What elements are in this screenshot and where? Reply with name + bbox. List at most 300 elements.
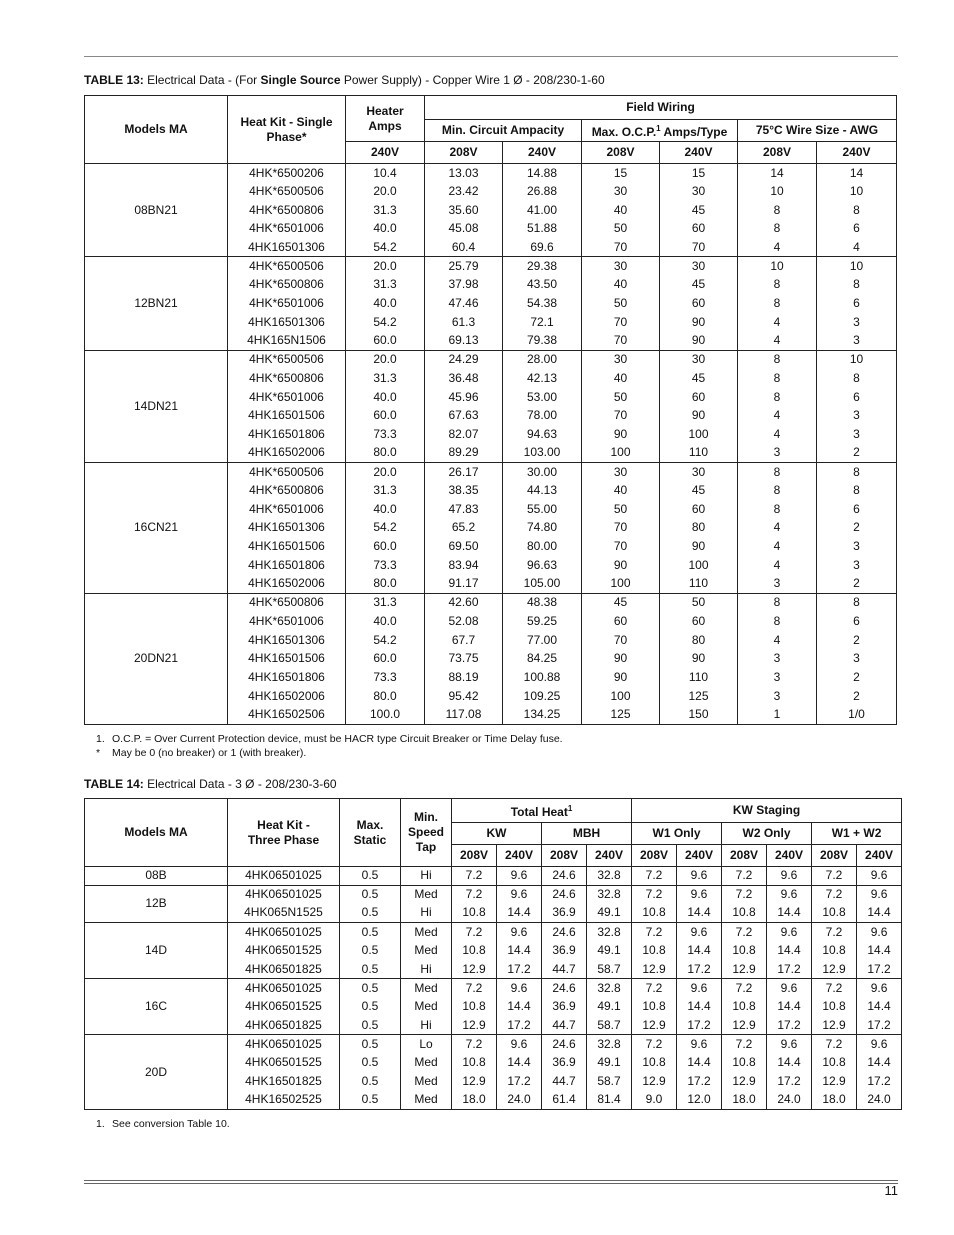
table-cell: 38.35 xyxy=(425,481,503,500)
model-cell: 16C xyxy=(85,979,228,1035)
table-cell: 45 xyxy=(660,481,738,500)
table-cell: 44.7 xyxy=(542,960,587,979)
table-cell: 4HK06501025 xyxy=(228,885,340,904)
table-row xyxy=(85,923,902,942)
table-cell: 14.4 xyxy=(497,904,542,923)
model-cell: 20D xyxy=(85,1035,228,1110)
table-cell: 14.4 xyxy=(857,904,902,923)
table-cell: 4HK16502525 xyxy=(228,1091,340,1110)
table-cell: Hi xyxy=(401,960,452,979)
table-row xyxy=(85,979,902,998)
table-cell: 8 xyxy=(738,369,817,388)
table-cell: 36.9 xyxy=(542,941,587,960)
table-cell: 47.46 xyxy=(425,294,503,313)
table-cell: 18.0 xyxy=(722,1091,767,1110)
table-cell: 9.6 xyxy=(497,867,542,886)
table-cell: 7.2 xyxy=(722,867,767,886)
table-cell: 36.9 xyxy=(542,904,587,923)
table-cell: 4HK06501525 xyxy=(228,1053,340,1072)
table-cell: 80.00 xyxy=(503,537,582,556)
table13-note-2: * May be 0 (no breaker) or 1 (with breaker). xyxy=(96,747,307,759)
table-cell: 17.2 xyxy=(767,1016,812,1035)
table-cell: Med xyxy=(401,979,452,998)
table-row xyxy=(85,867,902,886)
table-cell: 4 xyxy=(738,537,817,556)
table-cell: 4HK16501806 xyxy=(228,425,346,444)
table-cell: 51.88 xyxy=(503,220,582,239)
model-cell: 16CN21 xyxy=(85,463,228,594)
header-mca: Min. Circuit Ampacity xyxy=(425,120,582,142)
table-cell: 8 xyxy=(738,593,817,612)
table-cell: 50 xyxy=(582,294,660,313)
table-cell: 31.3 xyxy=(346,276,425,295)
table-cell: 0.5 xyxy=(340,923,401,942)
table-cell: 41.00 xyxy=(503,201,582,220)
table-cell: 3 xyxy=(738,575,817,594)
table-cell: 20.0 xyxy=(346,257,425,276)
header-volt: 208V xyxy=(738,142,817,164)
table-cell: 8 xyxy=(738,350,817,369)
header-heat-kit: Heat Kit - Single Phase* xyxy=(228,96,346,164)
table-cell: 4HK*6500506 xyxy=(228,463,346,482)
header-kw-staging: KW Staging xyxy=(632,799,902,823)
table-cell: 17.2 xyxy=(857,1072,902,1091)
table-cell: 44.13 xyxy=(503,481,582,500)
table-cell: 45 xyxy=(582,593,660,612)
table-cell: 50 xyxy=(582,500,660,519)
table-cell: 0.5 xyxy=(340,1053,401,1072)
table-cell: 7.2 xyxy=(452,885,497,904)
table-cell: 60 xyxy=(660,500,738,519)
table-cell: 70 xyxy=(660,238,738,257)
table-cell: Hi xyxy=(401,867,452,886)
table-cell: 12.9 xyxy=(632,1016,677,1035)
table-cell: 30 xyxy=(582,463,660,482)
table-cell: 60.4 xyxy=(425,238,503,257)
table-cell: 2 xyxy=(817,631,897,650)
table-cell: 80 xyxy=(660,519,738,538)
table-cell: 4 xyxy=(738,425,817,444)
table-cell: 73.75 xyxy=(425,649,503,668)
table-cell: 40.0 xyxy=(346,612,425,631)
table-cell: 10 xyxy=(817,257,897,276)
table-cell: 4HK*6500806 xyxy=(228,276,346,295)
table-cell: 1/0 xyxy=(817,705,897,724)
table-cell: 9.6 xyxy=(497,885,542,904)
header-volt: 240V xyxy=(857,845,902,867)
table-cell: 70 xyxy=(582,537,660,556)
model-cell: 14DN21 xyxy=(85,350,228,462)
header-models: Models MA xyxy=(85,799,228,867)
table-cell: 90 xyxy=(660,537,738,556)
table-cell: 12.0 xyxy=(677,1091,722,1110)
table-cell: 65.2 xyxy=(425,519,503,538)
table-cell: 110 xyxy=(660,575,738,594)
table-cell: 32.8 xyxy=(587,923,632,942)
table-cell: 10.8 xyxy=(812,1053,857,1072)
table-cell: 49.1 xyxy=(587,904,632,923)
table-cell: 10.8 xyxy=(452,997,497,1016)
table-cell: 8 xyxy=(817,201,897,220)
table-cell: 105.00 xyxy=(503,575,582,594)
table-cell: 4HK06501825 xyxy=(228,1016,340,1035)
table-cell: 7.2 xyxy=(632,885,677,904)
table-cell: 31.3 xyxy=(346,481,425,500)
table-cell: 8 xyxy=(738,201,817,220)
table-cell: 100.0 xyxy=(346,705,425,724)
table-cell: 4 xyxy=(738,238,817,257)
table-cell: 0.5 xyxy=(340,867,401,886)
table-cell: 4HK16501806 xyxy=(228,668,346,687)
table-cell: 4HK*6500506 xyxy=(228,350,346,369)
table14-body xyxy=(85,867,902,1110)
table-cell: 45 xyxy=(660,369,738,388)
table-cell: 2 xyxy=(817,519,897,538)
table-cell: 109.25 xyxy=(503,687,582,706)
table-cell: 10.8 xyxy=(812,904,857,923)
table-cell: 8 xyxy=(738,388,817,407)
table-cell: 8 xyxy=(817,369,897,388)
table-cell: 14 xyxy=(738,164,817,183)
table-cell: 7.2 xyxy=(452,923,497,942)
table-cell: 6 xyxy=(817,220,897,239)
table-cell: 25.79 xyxy=(425,257,503,276)
table-cell: 60 xyxy=(660,612,738,631)
table-cell: 80.0 xyxy=(346,687,425,706)
table-cell: Med xyxy=(401,885,452,904)
table-cell: 78.00 xyxy=(503,406,582,425)
table-cell: 43.50 xyxy=(503,276,582,295)
table-cell: 3 xyxy=(817,649,897,668)
table-cell: 117.08 xyxy=(425,705,503,724)
table-cell: 4HK06501025 xyxy=(228,923,340,942)
table-cell: 7.2 xyxy=(812,885,857,904)
table13-note-1: 1. O.C.P. = Over Current Protection device, must be HACR type Circuit Breaker or Time Delay fuse. xyxy=(96,733,563,745)
table14 xyxy=(84,798,902,1110)
table-cell: 4HK*6500806 xyxy=(228,593,346,612)
table-cell: 45 xyxy=(660,276,738,295)
table-cell: 40.0 xyxy=(346,388,425,407)
header-w1-w2: W1 + W2 xyxy=(812,823,902,845)
table-cell: 60.0 xyxy=(346,332,425,351)
header-max-static: Max. Static xyxy=(340,799,401,867)
table-cell: 31.3 xyxy=(346,369,425,388)
table-cell: 12.9 xyxy=(722,960,767,979)
table-cell: 4HK*6500506 xyxy=(228,182,346,201)
table-cell: 77.00 xyxy=(503,631,582,650)
table-cell: 32.8 xyxy=(587,979,632,998)
table-cell: 94.63 xyxy=(503,425,582,444)
table-cell: 90 xyxy=(660,332,738,351)
table-cell: 95.42 xyxy=(425,687,503,706)
table-cell: 54.2 xyxy=(346,238,425,257)
table-cell: 61.3 xyxy=(425,313,503,332)
table-cell: 9.6 xyxy=(857,867,902,886)
table-cell: 7.2 xyxy=(452,979,497,998)
table-cell: 10.8 xyxy=(722,997,767,1016)
table-cell: 30 xyxy=(660,463,738,482)
table-cell: 54.2 xyxy=(346,631,425,650)
table-cell: 90 xyxy=(582,668,660,687)
table-cell: 24.29 xyxy=(425,350,503,369)
header-wire-size: 75°C Wire Size - AWG xyxy=(738,120,897,142)
table-cell: 4HK06501025 xyxy=(228,1035,340,1054)
header-kw: KW xyxy=(452,823,542,845)
table-cell: 4 xyxy=(738,313,817,332)
table-cell: 10.8 xyxy=(812,941,857,960)
table-cell: 0.5 xyxy=(340,885,401,904)
table-cell: 7.2 xyxy=(722,1035,767,1054)
table-cell: 2 xyxy=(817,668,897,687)
table-cell: 12.9 xyxy=(452,960,497,979)
table-cell: 4HK16501306 xyxy=(228,631,346,650)
table-cell: 14.4 xyxy=(857,941,902,960)
model-cell: 08BN21 xyxy=(85,164,228,257)
table-cell: 90 xyxy=(582,649,660,668)
table-cell: 67.7 xyxy=(425,631,503,650)
table-cell: 4 xyxy=(738,631,817,650)
table-cell: 8 xyxy=(738,481,817,500)
table-cell: 24.0 xyxy=(497,1091,542,1110)
table-cell: 73.3 xyxy=(346,425,425,444)
table-cell: 7.2 xyxy=(812,1035,857,1054)
table-cell: 84.25 xyxy=(503,649,582,668)
header-models: Models MA xyxy=(85,96,228,164)
table-cell: 14 xyxy=(817,164,897,183)
table-cell: 17.2 xyxy=(497,1016,542,1035)
table-cell: 42.13 xyxy=(503,369,582,388)
table-cell: 4HK16502006 xyxy=(228,575,346,594)
table-cell: 70 xyxy=(582,238,660,257)
table-cell: 10.8 xyxy=(722,941,767,960)
table-cell: 3 xyxy=(817,332,897,351)
table-cell: 80.0 xyxy=(346,575,425,594)
table-cell: 4HK16501806 xyxy=(228,556,346,575)
table-cell: 3 xyxy=(817,537,897,556)
table-row xyxy=(85,257,897,276)
table-cell: 17.2 xyxy=(497,960,542,979)
table-cell: 3 xyxy=(738,668,817,687)
table-cell: 134.25 xyxy=(503,705,582,724)
table-cell: 3 xyxy=(817,556,897,575)
table-cell: 0.5 xyxy=(340,1091,401,1110)
table-cell: 9.6 xyxy=(767,979,812,998)
table-cell: 8 xyxy=(817,481,897,500)
table-cell: 100 xyxy=(582,575,660,594)
table-cell: 10.8 xyxy=(722,1053,767,1072)
table-cell: 14.4 xyxy=(857,1053,902,1072)
table-cell: 10.8 xyxy=(452,904,497,923)
table-cell: 3 xyxy=(738,649,817,668)
table-cell: 9.6 xyxy=(767,1035,812,1054)
table-cell: 3 xyxy=(817,406,897,425)
table-cell: 36.9 xyxy=(542,1053,587,1072)
table-cell: 8 xyxy=(738,276,817,295)
table-cell: 10.8 xyxy=(812,997,857,1016)
table-cell: 30.00 xyxy=(503,463,582,482)
table-cell: 60 xyxy=(660,220,738,239)
page-number: 11 xyxy=(884,1183,898,1198)
table-cell: 103.00 xyxy=(503,444,582,463)
table-cell: 6 xyxy=(817,388,897,407)
table-cell: 10 xyxy=(738,257,817,276)
table-cell: 17.2 xyxy=(857,960,902,979)
table-cell: 40 xyxy=(582,201,660,220)
table-cell: 44.7 xyxy=(542,1016,587,1035)
header-volt: 208V xyxy=(632,845,677,867)
table-cell: 40.0 xyxy=(346,294,425,313)
table-cell: Hi xyxy=(401,904,452,923)
table-cell: 9.6 xyxy=(767,885,812,904)
table14-caption-label: TABLE 14: xyxy=(84,777,144,791)
header-field-wiring: Field Wiring xyxy=(425,96,897,120)
table-cell: 4HK*6500806 xyxy=(228,201,346,220)
table-cell: 30 xyxy=(660,257,738,276)
table-cell: 4HK16501306 xyxy=(228,519,346,538)
table-cell: 10 xyxy=(817,182,897,201)
table-cell: 60 xyxy=(660,294,738,313)
table-cell: 26.17 xyxy=(425,463,503,482)
table13-body xyxy=(85,164,897,725)
table-cell: 36.48 xyxy=(425,369,503,388)
table-cell: 54.2 xyxy=(346,313,425,332)
table-cell: 58.7 xyxy=(587,1072,632,1091)
table-cell: 8 xyxy=(738,463,817,482)
table-cell: 10 xyxy=(817,350,897,369)
table-cell: 91.17 xyxy=(425,575,503,594)
header-ocp: Max. O.C.P.$^1$ Amps/Type xyxy=(582,120,738,142)
table-cell: 37.98 xyxy=(425,276,503,295)
table-cell: 4HK*6500206 xyxy=(228,164,346,183)
table-cell: 70 xyxy=(582,519,660,538)
table-cell: Med xyxy=(401,1053,452,1072)
table-cell: 7.2 xyxy=(632,979,677,998)
table-cell: 14.4 xyxy=(497,941,542,960)
header-volt: 240V xyxy=(660,142,738,164)
table-cell: 14.4 xyxy=(767,941,812,960)
table-cell: 14.4 xyxy=(677,1053,722,1072)
table-cell: 4HK06501825 xyxy=(228,960,340,979)
table-cell: 7.2 xyxy=(722,885,767,904)
table-cell: 83.94 xyxy=(425,556,503,575)
table-cell: 14.4 xyxy=(497,997,542,1016)
table-cell: 4HK06501025 xyxy=(228,867,340,886)
table-cell: 45.96 xyxy=(425,388,503,407)
table-cell: 10.8 xyxy=(632,997,677,1016)
table-cell: 4 xyxy=(738,332,817,351)
table-cell: 14.4 xyxy=(677,941,722,960)
table-cell: 125 xyxy=(660,687,738,706)
table-cell: Med xyxy=(401,1072,452,1091)
table-cell: 90 xyxy=(660,649,738,668)
header-volt: 208V xyxy=(812,845,857,867)
table-cell: 36.9 xyxy=(542,997,587,1016)
header-volt: 240V xyxy=(817,142,897,164)
table-cell: 50 xyxy=(582,220,660,239)
table-cell: 45.08 xyxy=(425,220,503,239)
table-cell: 4HK16502006 xyxy=(228,687,346,706)
header-volt: 208V xyxy=(452,845,497,867)
table-cell: 90 xyxy=(582,425,660,444)
table-cell: 0.5 xyxy=(340,979,401,998)
model-cell: 14D xyxy=(85,923,228,979)
table-row xyxy=(85,885,902,904)
table-cell: 10.4 xyxy=(346,164,425,183)
table-cell: 3 xyxy=(817,425,897,444)
table-cell: 15 xyxy=(582,164,660,183)
table-cell: 17.2 xyxy=(677,1072,722,1091)
table-cell: 42.60 xyxy=(425,593,503,612)
table-cell: 23.42 xyxy=(425,182,503,201)
header-w1-only: W1 Only xyxy=(632,823,722,845)
table-cell: 67.63 xyxy=(425,406,503,425)
table-cell: 40 xyxy=(582,369,660,388)
table-cell: 70 xyxy=(582,332,660,351)
table-cell: 12.9 xyxy=(722,1072,767,1091)
table-cell: 110 xyxy=(660,444,738,463)
table-cell: 18.0 xyxy=(452,1091,497,1110)
table-cell: 60.0 xyxy=(346,406,425,425)
table-cell: 18.0 xyxy=(812,1091,857,1110)
table-cell: 12.9 xyxy=(722,1016,767,1035)
table-cell: 17.2 xyxy=(677,1016,722,1035)
table-cell: 17.2 xyxy=(857,1016,902,1035)
table-cell: 12.9 xyxy=(452,1072,497,1091)
table-cell: 3 xyxy=(817,313,897,332)
table-cell: 24.6 xyxy=(542,923,587,942)
table-cell: 47.83 xyxy=(425,500,503,519)
table-cell: 9.6 xyxy=(857,979,902,998)
table-cell: 7.2 xyxy=(452,1035,497,1054)
table-cell: 69.50 xyxy=(425,537,503,556)
table-cell: 0.5 xyxy=(340,1035,401,1054)
table-cell: 8 xyxy=(738,612,817,631)
table-cell: 4HK065N1525 xyxy=(228,904,340,923)
table-cell: 3 xyxy=(738,444,817,463)
model-cell: 12B xyxy=(85,885,228,922)
table-cell: 10.8 xyxy=(722,904,767,923)
table-cell: 60.0 xyxy=(346,649,425,668)
table-cell: 40 xyxy=(582,276,660,295)
table-cell: 4HK16501506 xyxy=(228,537,346,556)
table-cell: 4HK16502006 xyxy=(228,444,346,463)
table-cell: 4HK*6501006 xyxy=(228,500,346,519)
table-cell: 8 xyxy=(817,463,897,482)
table-cell: 90 xyxy=(660,406,738,425)
table-cell: 40.0 xyxy=(346,220,425,239)
bottom-rule xyxy=(84,1183,898,1184)
table-cell: 0.5 xyxy=(340,1016,401,1035)
table-cell: 4HK16502506 xyxy=(228,705,346,724)
header-heat-kit: Heat Kit - Three Phase xyxy=(228,799,340,867)
table-cell: 1 xyxy=(738,705,817,724)
table-cell: 24.0 xyxy=(767,1091,812,1110)
table-cell: 60 xyxy=(660,388,738,407)
table-cell: 0.5 xyxy=(340,904,401,923)
table-cell: 54.38 xyxy=(503,294,582,313)
table-row xyxy=(85,350,897,369)
table-cell: 7.2 xyxy=(632,923,677,942)
table-cell: 4HK06501525 xyxy=(228,941,340,960)
table-cell: Med xyxy=(401,997,452,1016)
model-cell: 20DN21 xyxy=(85,593,228,724)
header-volt: 208V xyxy=(425,142,503,164)
table-cell: 3 xyxy=(738,687,817,706)
table-cell: 14.4 xyxy=(767,997,812,1016)
table-cell: 6 xyxy=(817,612,897,631)
table-cell: 10.8 xyxy=(452,1053,497,1072)
table-cell: 9.6 xyxy=(677,885,722,904)
